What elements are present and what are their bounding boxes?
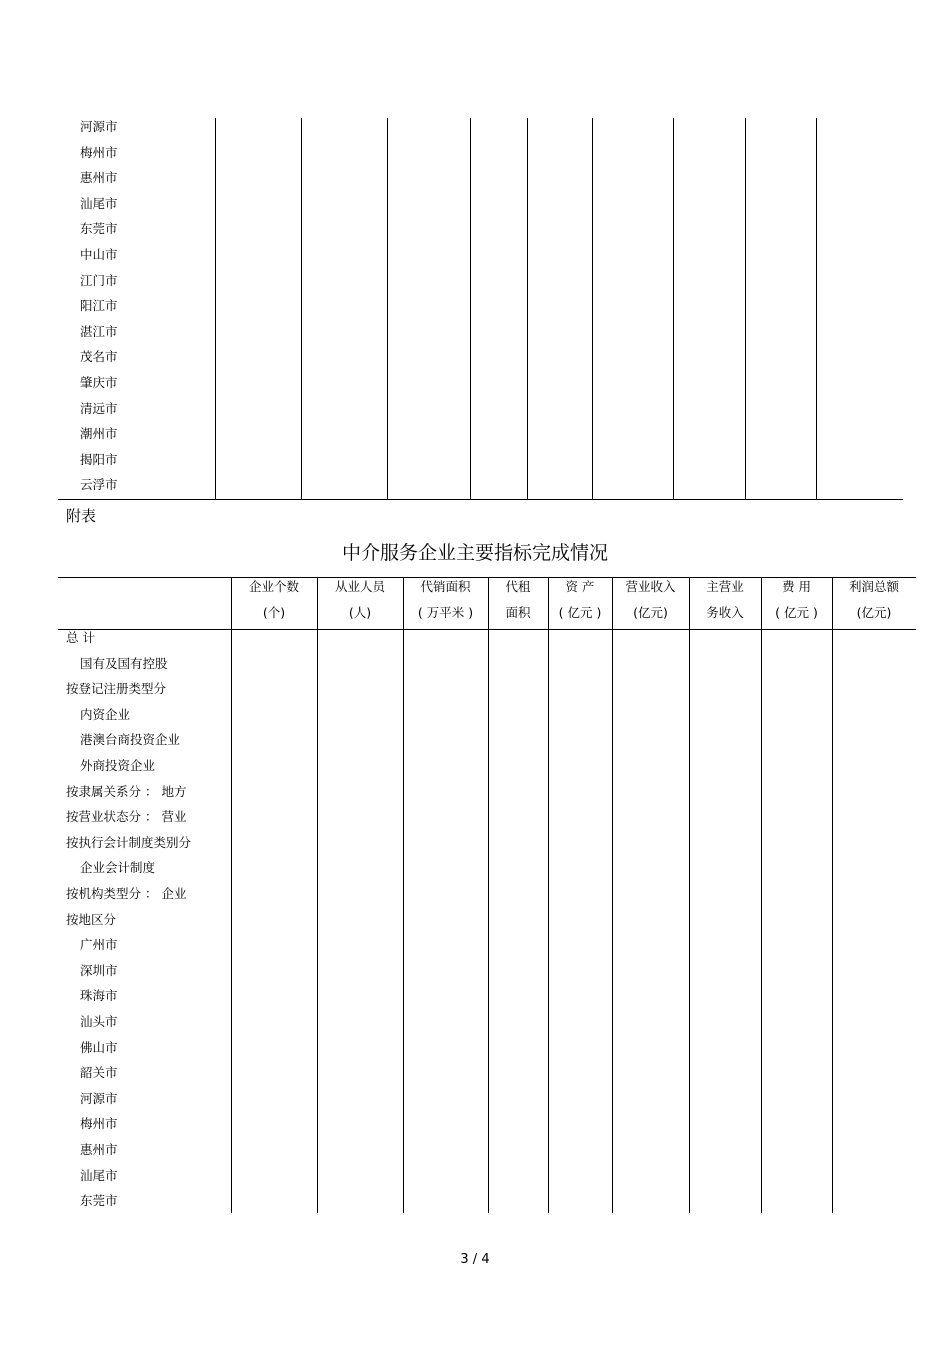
bottom-table-row-label: 按地区分 (66, 911, 117, 927)
top-table-column-divider (673, 118, 674, 499)
bottom-table-row-label: 汕尾市 (80, 1167, 118, 1183)
column-header-title: 主营业 (706, 579, 744, 594)
top-table-column-divider (592, 118, 593, 499)
column-header-unit: (人) (348, 605, 372, 620)
column-header-unit: ( 亿元 ) (558, 605, 602, 620)
bottom-table-row-label: 国有及国有控股 (80, 655, 168, 671)
bottom-table-row-label: 内资企业 (80, 706, 131, 722)
bottom-table-row-label: 总 计 (66, 630, 95, 645)
column-header-title: 企业个数 (248, 579, 299, 594)
bottom-table-row-label: 韶关市 (80, 1065, 118, 1081)
bottom-table-header-border (58, 629, 916, 630)
column-header-unit: (亿元) (633, 605, 668, 620)
top-table-column-divider (387, 118, 388, 499)
top-table-column-divider (745, 118, 746, 499)
top-table-column-divider (527, 118, 528, 499)
bottom-table-row-label: 按登记注册类型分 (66, 681, 167, 697)
column-header-title: 从业人员 (334, 579, 385, 594)
top-table-row-label: 惠州市 (80, 170, 118, 186)
bottom-table-column-divider (832, 577, 833, 1213)
bottom-table-column-divider (612, 577, 613, 1213)
column-header-unit: (个) (262, 605, 286, 620)
bottom-table-column-divider (231, 577, 232, 1213)
column-header-title: 营业收入 (625, 579, 676, 594)
bottom-table-row-label: 东莞市 (80, 1193, 118, 1209)
top-table-row-label: 汕尾市 (80, 195, 118, 211)
table-title: 中介服务企业主要指标完成情况 (341, 542, 608, 564)
column-header-title: 费 用 (782, 579, 811, 594)
top-table-row-label: 中山市 (80, 247, 118, 262)
column-header-unit: 务收入 (706, 605, 744, 620)
bottom-table-row-label: 外商投资企业 (80, 758, 156, 773)
top-table-row-label: 揭阳市 (80, 451, 118, 467)
top-table-row-label: 云浮市 (80, 477, 118, 493)
top-table-column-divider (470, 118, 471, 499)
top-table-row-label: 江门市 (80, 272, 118, 288)
top-table-column-divider (816, 118, 817, 499)
top-table-row-label: 湛江市 (80, 323, 118, 339)
column-header-title: 代销面积 (420, 579, 471, 594)
bottom-table-row-label: 广州市 (80, 937, 118, 953)
top-table-row-label: 河源市 (80, 119, 118, 134)
top-table-row-label: 东莞市 (80, 221, 118, 237)
bottom-table-row-label: 惠州市 (80, 1142, 118, 1157)
column-header-title: 资 产 (565, 579, 595, 594)
bottom-table-top-border (58, 577, 916, 578)
bottom-table-column-divider (403, 577, 404, 1213)
top-table-row-label: 梅州市 (80, 144, 118, 160)
bottom-table-row-label: 按机构类型分 ： 企业 (66, 886, 187, 901)
top-table-row-label: 阳江市 (80, 298, 118, 314)
bottom-table-row-label: 河源市 (80, 1090, 118, 1106)
top-table-row-label: 茂名市 (80, 349, 118, 365)
page-number: 3 / 4 (460, 1252, 490, 1267)
top-table-row-label: 潮州市 (80, 426, 118, 442)
top-table-bottom-border (58, 499, 903, 500)
bottom-table-row-label: 梅州市 (80, 1116, 118, 1132)
bottom-table-column-divider (317, 577, 318, 1213)
column-header-unit: 面积 (505, 605, 531, 620)
bottom-table-row-label: 按隶属关系分 ： 地方 (66, 783, 187, 799)
column-header-title: 利润总额 (848, 579, 899, 594)
bottom-table-row-label: 企业会计制度 (80, 860, 156, 876)
top-table-row-label: 肇庆市 (80, 375, 118, 390)
bottom-table-row-label: 佛山市 (80, 1039, 118, 1055)
bottom-table-row-label: 深圳市 (80, 962, 118, 978)
column-header-title: 代租 (505, 579, 531, 594)
top-table-column-divider (301, 118, 302, 499)
bottom-table-column-divider (488, 577, 489, 1213)
column-header-unit: ( 亿元 ) (775, 605, 818, 620)
top-table-column-divider (215, 118, 216, 499)
bottom-table-column-divider (761, 577, 762, 1213)
bottom-table-row-label: 汕头市 (80, 1014, 118, 1029)
bottom-table-column-divider (548, 577, 549, 1213)
column-header-unit: ( 万平米 ) (417, 605, 474, 620)
appendix-label: 附表 (66, 507, 97, 525)
bottom-table-row-label: 珠海市 (80, 988, 118, 1004)
bottom-table-row-label: 按执行会计制度类别分 (66, 834, 192, 850)
bottom-table-row-label: 港澳台商投资企业 (80, 732, 181, 748)
top-table-row-label: 清远市 (80, 400, 118, 416)
bottom-table-column-divider (689, 577, 690, 1213)
column-header-unit: (亿元) (856, 605, 892, 620)
bottom-table-row-label: 按营业状态分 ： 营业 (66, 809, 187, 825)
